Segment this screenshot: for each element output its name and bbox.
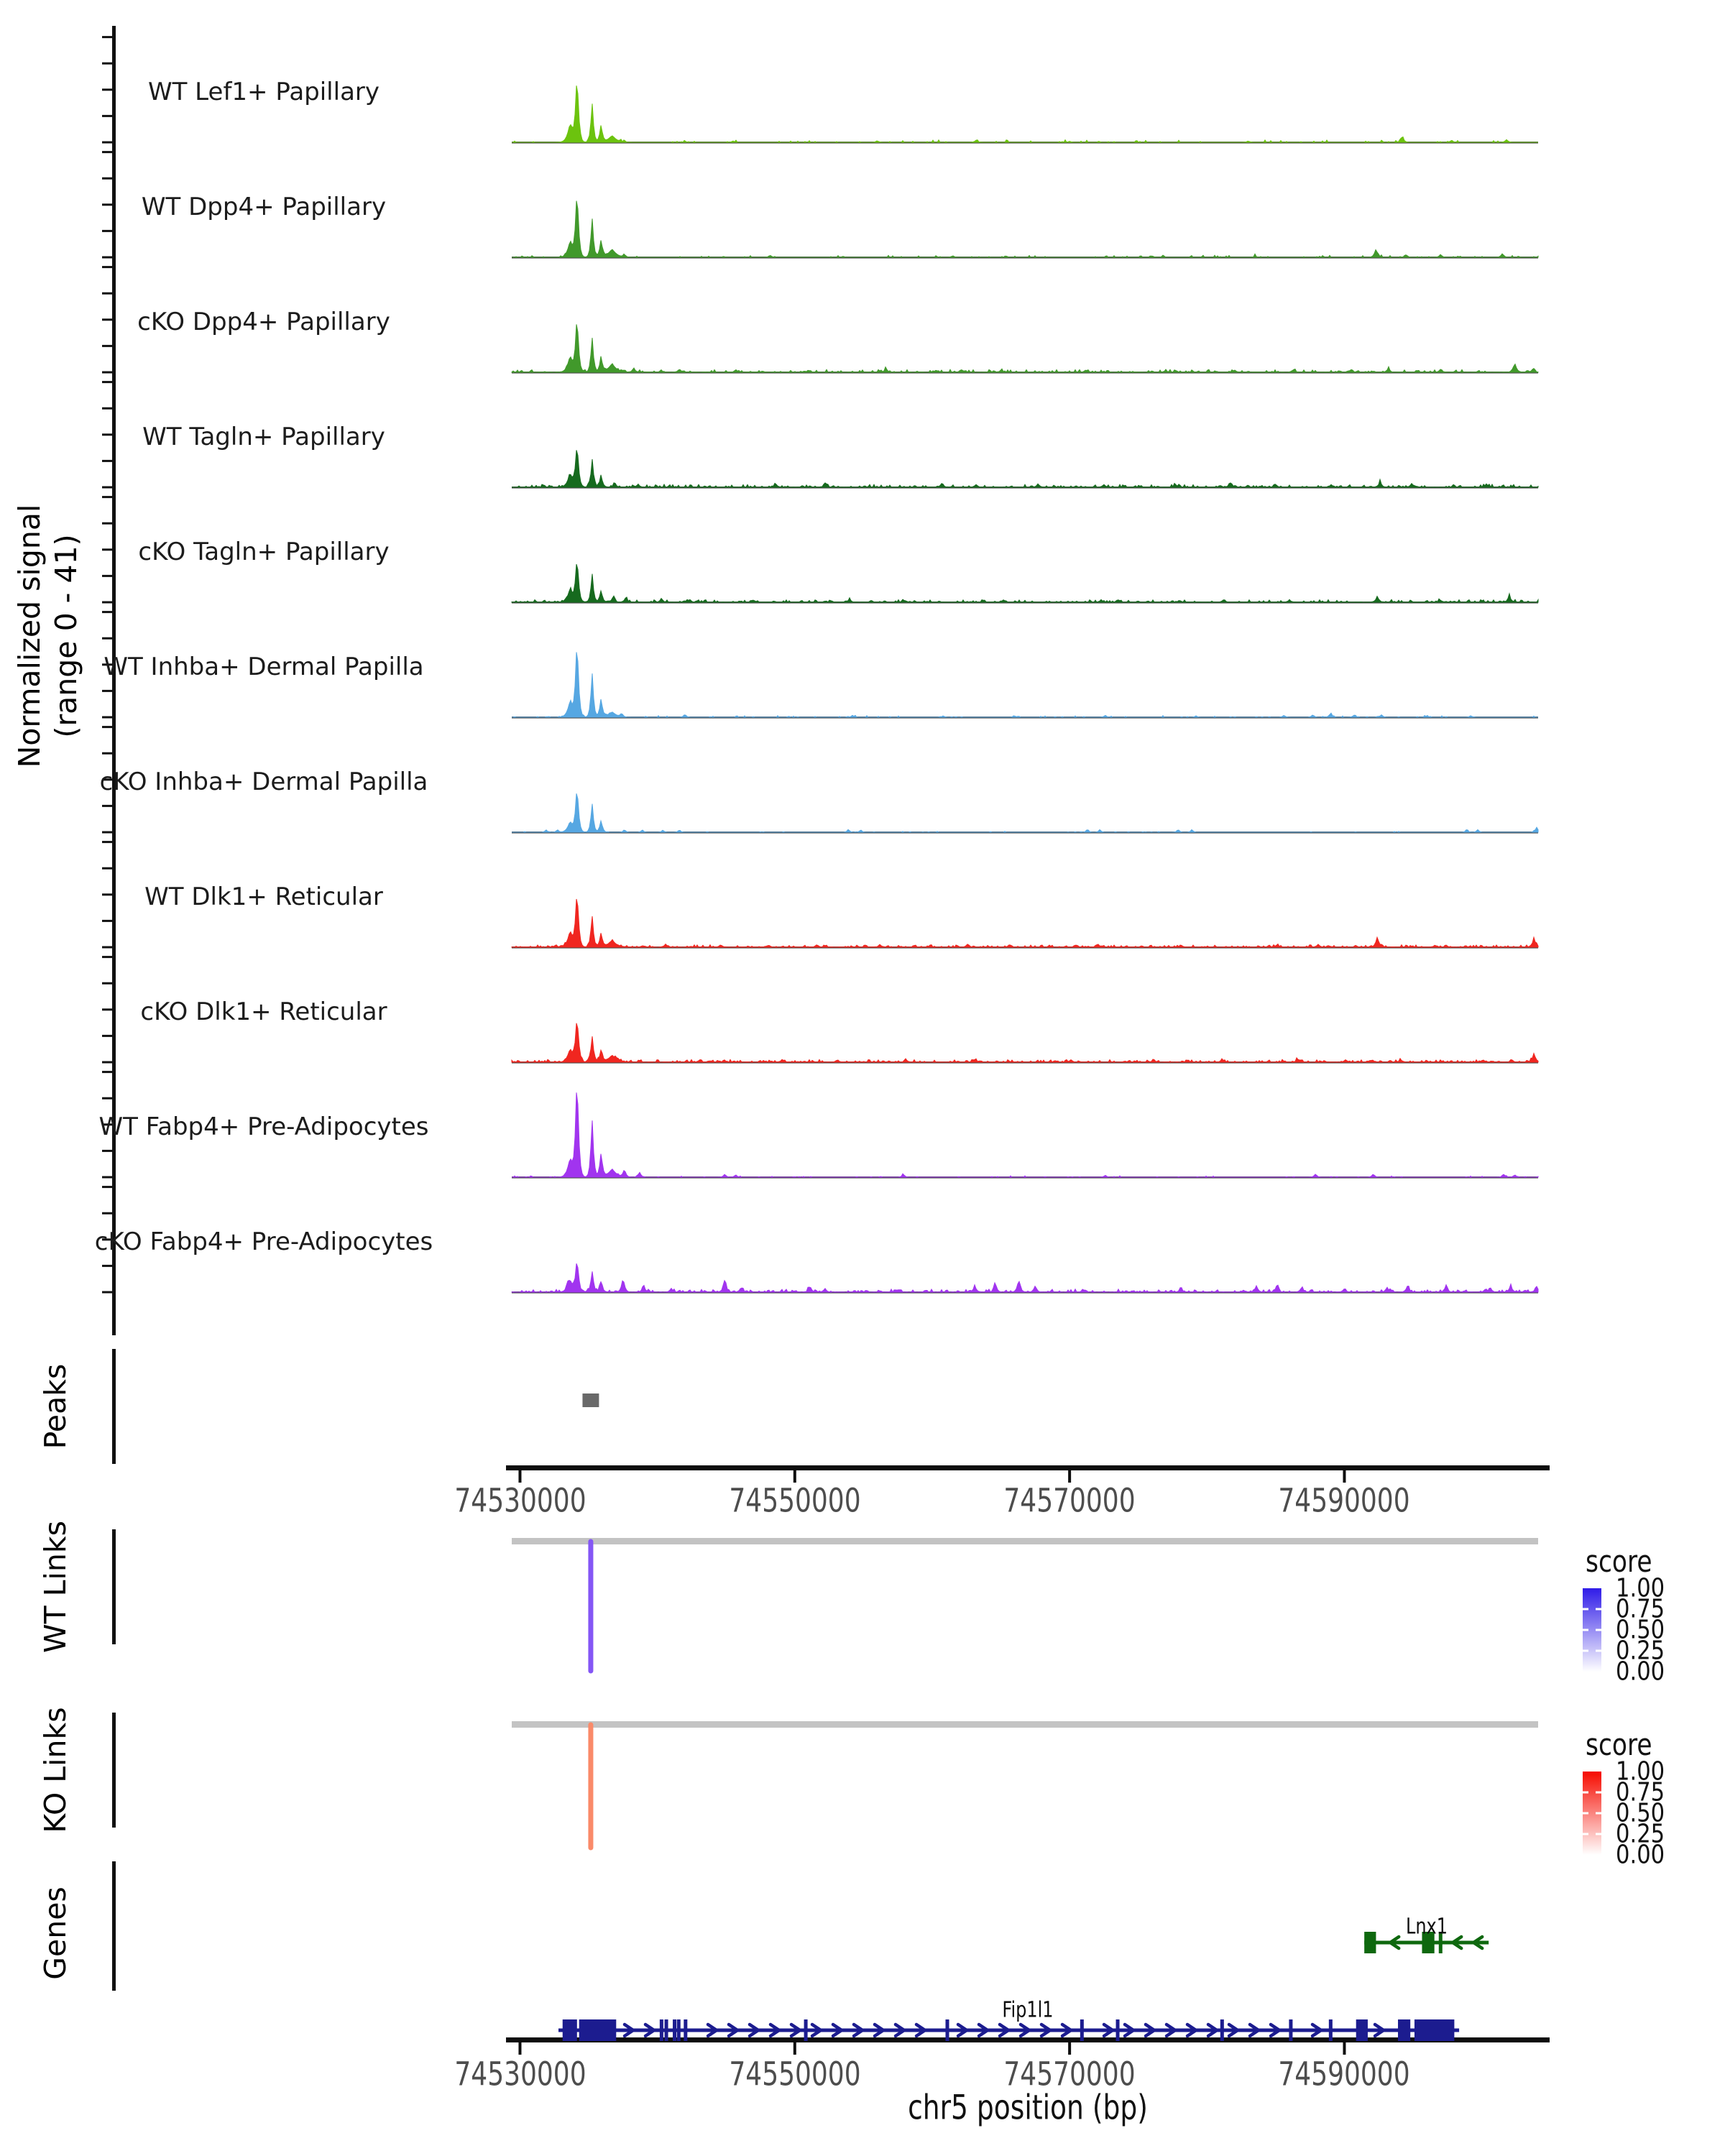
signal-y-axis-title	[12, 505, 86, 768]
ko-score-legend-title: score	[1586, 1727, 1652, 1762]
y-tick	[102, 487, 114, 489]
y-tick	[102, 1097, 114, 1100]
y-tick	[102, 946, 114, 949]
y-tick	[102, 611, 114, 613]
links-axis-line	[112, 1713, 116, 1828]
signal-area	[512, 450, 1538, 487]
y-tick	[102, 230, 114, 232]
y-tick	[102, 982, 114, 985]
gene-exon	[1398, 2019, 1410, 2041]
x-tick-label-74590000-lower: 74590000	[1278, 2055, 1410, 2093]
track-label-wt-tagln: WT Tagln+ Papillary	[142, 423, 385, 451]
track-label-cko-inhba: cKO Inhba+ Dermal Papilla	[99, 768, 428, 796]
signal-area	[512, 86, 1538, 142]
track-label-cko-dpp4: cKO Dpp4+ Papillary	[137, 308, 390, 336]
x-tick-label-74530000-upper: 74530000	[454, 1481, 586, 1520]
signal-area	[512, 324, 1538, 372]
wt-legend-label-075: 0.75	[1616, 1594, 1665, 1624]
gene-label-fip1l1: Fip1l1	[1002, 1997, 1054, 2023]
genes-panel	[112, 1861, 1489, 2041]
y-tick	[102, 637, 114, 640]
track-label-cko-tagln: cKO Tagln+ Papillary	[138, 538, 390, 566]
gene-exon	[1364, 1932, 1376, 1953]
x-tick-label-74550000-lower: 74550000	[729, 2055, 861, 2093]
genes-axis-line	[112, 1861, 116, 1991]
y-tick	[102, 1035, 114, 1037]
signal-area	[512, 1023, 1538, 1062]
ko-legend-label-100: 1.00	[1616, 1756, 1665, 1787]
gene-exon-tick	[660, 2019, 663, 2041]
axis-line	[506, 1465, 1550, 1470]
y-tick	[102, 292, 114, 295]
ko-legend-label-050: 0.50	[1616, 1798, 1665, 1828]
y-tick	[102, 1265, 114, 1267]
y-tick	[102, 63, 114, 65]
signal-area	[512, 201, 1538, 258]
y-tick	[102, 1176, 114, 1179]
y-tick	[102, 893, 114, 895]
axis-tick	[518, 1470, 521, 1483]
axis-tick	[1068, 2042, 1071, 2055]
gene-exon-tick	[1289, 2019, 1292, 2041]
wt-links-panel	[112, 1529, 1601, 1672]
y-tick	[102, 867, 114, 870]
y-tick	[102, 726, 114, 728]
gene-exon	[1414, 2019, 1454, 2041]
signal-area	[512, 1263, 1538, 1292]
y-tick	[102, 407, 114, 410]
track-label-cko-dlk1: cKO Dlk1+ Reticular	[140, 998, 387, 1026]
y-tick	[102, 920, 114, 922]
gene-exon-tick	[1329, 2019, 1333, 2041]
y-tick	[102, 381, 114, 383]
axis-tick	[1068, 1470, 1071, 1483]
y-tick	[102, 1071, 114, 1073]
y-tick	[102, 1212, 114, 1215]
y-tick	[102, 548, 114, 550]
track-label-wt-dpp4: WT Dpp4+ Papillary	[141, 193, 387, 221]
genes-panel-label: Genes	[38, 1886, 73, 1980]
signal-area	[512, 564, 1538, 602]
gene-exon-tick	[684, 2019, 687, 2041]
wt-legend-label-050: 0.50	[1616, 1615, 1665, 1645]
gene-label-lnx1: Lnx1	[1405, 1914, 1448, 1940]
signal-area	[512, 1092, 1538, 1177]
y-tick	[102, 575, 114, 577]
y-tick	[102, 831, 114, 834]
y-axis-title-line1: Normalized signal	[12, 504, 47, 768]
track-label-wt-inhba: WT Inhba+ Dermal Papilla	[104, 653, 424, 681]
gene-exon-tick	[1116, 2019, 1120, 2041]
ko-legend-label-075: 0.75	[1616, 1777, 1665, 1807]
y-tick	[102, 142, 114, 144]
y-tick	[102, 690, 114, 692]
track-label-cko-fabp4: cKO Fabp4+ Pre-Adipocytes	[94, 1227, 433, 1256]
y-tick	[102, 841, 114, 843]
y-tick	[102, 372, 114, 374]
track-label-wt-dlk1: WT Dlk1+ Reticular	[144, 883, 383, 911]
signal-area	[512, 899, 1538, 947]
gene-exon-tick	[945, 2019, 949, 2041]
y-tick	[102, 1150, 114, 1152]
y-tick	[102, 805, 114, 807]
y-tick	[102, 318, 114, 321]
peaks-axis-line	[112, 1349, 116, 1464]
y-tick	[102, 717, 114, 719]
y-tick	[102, 257, 114, 259]
x-tick-label-74530000-lower: 74530000	[454, 2055, 586, 2093]
links-base-line	[512, 1721, 1538, 1728]
ko-links-panel	[112, 1713, 1601, 1855]
y-tick	[102, 1291, 114, 1294]
links-base-line	[512, 1538, 1538, 1544]
y-tick	[102, 345, 114, 347]
y-tick	[102, 956, 114, 958]
y-tick	[102, 1061, 114, 1064]
y-tick	[102, 88, 114, 91]
y-tick	[102, 203, 114, 206]
ko-legend-label-025: 0.25	[1616, 1819, 1665, 1849]
track-label-wt-lef1: WT Lef1+ Papillary	[147, 78, 380, 106]
axis-tick	[1343, 2042, 1346, 2055]
ko-legend-label-000: 0.00	[1616, 1840, 1665, 1870]
genome-x-axis	[506, 1465, 1550, 1483]
gene-exon-tick	[665, 2019, 668, 2041]
wt-legend-label-000: 0.00	[1616, 1657, 1665, 1687]
gene-exon-tick	[1080, 2019, 1084, 2041]
links-axis-line	[112, 1529, 116, 1644]
x-tick-label-74550000-upper: 74550000	[729, 1481, 861, 1520]
y-tick	[102, 1186, 114, 1188]
wt-legend-label-025: 0.25	[1616, 1636, 1665, 1666]
axis-tick	[794, 2042, 796, 2055]
gene-exon	[579, 2019, 617, 2041]
track-label-wt-fabp4: WT Fabp4+ Pre-Adipocytes	[98, 1112, 429, 1141]
y-tick	[102, 752, 114, 755]
y-tick	[102, 178, 114, 180]
gene-exon	[563, 2019, 577, 2041]
x-axis-title: chr5 position (bp)	[908, 2088, 1148, 2128]
x-tick-label-74590000-upper: 74590000	[1278, 1481, 1410, 1520]
gene-exon-tick	[677, 2019, 681, 2041]
y-tick	[102, 1008, 114, 1010]
axis-tick	[518, 2042, 521, 2055]
y-axis-title-line2: (range 0 - 41)	[49, 534, 83, 738]
y-tick	[102, 496, 114, 498]
y-tick	[102, 115, 114, 117]
gene-exon-tick	[804, 2019, 808, 2041]
y-tick	[102, 460, 114, 462]
wt-score-legend-title: score	[1586, 1544, 1652, 1579]
x-tick-label-74570000-lower: 74570000	[1003, 2055, 1136, 2093]
wt-links-panel-label: WT Links	[38, 1521, 73, 1653]
wt-legend-label-100: 1.00	[1616, 1573, 1665, 1603]
axis-tick	[1343, 1470, 1346, 1483]
peaks-panel-label: Peaks	[38, 1363, 73, 1450]
gene-exon-tick	[673, 2019, 676, 2041]
gene-exon-tick	[1220, 2019, 1224, 2041]
peaks-panel	[112, 1349, 599, 1464]
y-tick	[102, 36, 114, 38]
x-tick-label-74570000-upper: 74570000	[1003, 1481, 1136, 1520]
peak-interval	[582, 1393, 599, 1407]
gene-exon	[1356, 2019, 1368, 2041]
signal-area	[512, 653, 1538, 718]
ko-links-panel-label: KO Links	[38, 1707, 73, 1833]
y-tick	[102, 522, 114, 525]
y-tick	[102, 602, 114, 604]
signal-area	[512, 793, 1538, 832]
y-tick	[102, 151, 114, 153]
y-tick	[102, 433, 114, 436]
axis-tick	[794, 1470, 796, 1483]
y-tick	[102, 266, 114, 268]
